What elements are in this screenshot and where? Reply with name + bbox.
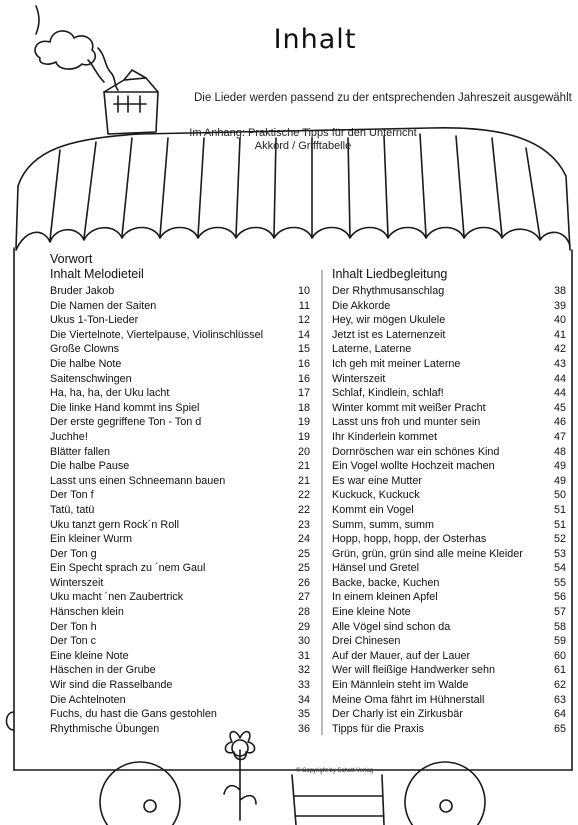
toc-entry xyxy=(50,313,310,328)
toc-entry xyxy=(50,663,310,678)
toc-entry-title: Kuckuck, Kuckuck xyxy=(332,489,420,502)
toc-entry-page: 49 xyxy=(553,474,566,487)
toc-entry-title: Hopp, hopp, hopp, der Osterhas xyxy=(332,533,487,546)
toc-entry xyxy=(332,415,566,430)
toc-entry-page: 25 xyxy=(297,562,310,575)
toc-entry-page: 42 xyxy=(553,343,566,356)
toc-entry-title: Die halbe Note xyxy=(50,357,122,370)
toc-entry-page: 41 xyxy=(553,328,566,341)
toc-entry-title: Die halbe Pause xyxy=(50,460,130,473)
toc-entry-page: 57 xyxy=(553,606,566,619)
toc-entry-page: 56 xyxy=(553,591,566,604)
toc-entry-page: 34 xyxy=(297,693,310,706)
toc-entry xyxy=(50,707,310,722)
toc-entry-title: Ukus 1-Ton-Lieder xyxy=(50,314,139,327)
toc-entry-title: Rhythmische Übungen xyxy=(50,722,160,735)
toc-entry-page: 51 xyxy=(553,518,566,531)
toc-entry xyxy=(332,357,566,372)
flower-icon xyxy=(224,750,256,820)
toc-entry-title: Drei Chinesen xyxy=(332,635,401,648)
toc-entry-title: Wer will fleißige Handwerker sehn xyxy=(332,664,496,677)
toc-entry xyxy=(332,401,566,416)
toc-entry-title: Die Viertelnote, Viertelpause, Violinschlüssel xyxy=(50,328,264,341)
toc-entry xyxy=(50,590,310,605)
toc-entry xyxy=(332,518,566,533)
toc-entry-title: Die linke Hand kommt ins Spiel xyxy=(50,401,200,414)
toc-entry-page: 19 xyxy=(297,430,310,443)
toc-entry-title: Winter kommt mit weißer Pracht xyxy=(332,401,486,414)
toc-entry-page: 11 xyxy=(298,299,310,312)
toc-entry-page: 22 xyxy=(297,489,310,502)
toc-entry-title: Eine kleine Note xyxy=(332,606,411,619)
melody-section-heading: Inhalt Melodieteil xyxy=(50,267,144,281)
toc-entry xyxy=(50,415,310,430)
toc-entry-title: Häschen in der Grube xyxy=(50,664,156,677)
toc-entry-page: 12 xyxy=(297,314,310,327)
toc-entry xyxy=(332,430,566,445)
toc-entry xyxy=(332,328,566,343)
toc-entry-title: In einem kleinen Apfel xyxy=(332,591,438,604)
toc-entry xyxy=(332,299,566,314)
toc-entry-title: Laterne, Laterne xyxy=(332,343,412,356)
toc-entry xyxy=(50,401,310,416)
toc-entry xyxy=(332,620,566,635)
toc-entry-page: 18 xyxy=(297,401,310,414)
toc-entry-title: Lasst uns einen Schneemann bauen xyxy=(50,474,226,487)
toc-entry-title: Bruder Jakob xyxy=(50,285,115,297)
toc-entry-title: Ein Specht sprach zu ´nem Gaul xyxy=(50,562,206,575)
toc-entry-page: 33 xyxy=(297,679,310,692)
toc-entry-title: Eine kleine Note xyxy=(50,649,129,662)
toc-entry xyxy=(332,284,566,299)
toc-entry-title: Kommt ein Vogel xyxy=(332,503,414,516)
toc-entry-page: 44 xyxy=(553,372,566,385)
toc-entry-page: 26 xyxy=(297,576,310,589)
toc-entry-title: Hänschen klein xyxy=(50,606,124,619)
toc-entry-page: 23 xyxy=(297,518,310,531)
toc-entry-page: 25 xyxy=(297,547,310,560)
toc-entry xyxy=(332,693,566,708)
toc-entry-title: Ich geh mit meiner Laterne xyxy=(332,357,461,370)
left-wheel-icon xyxy=(100,762,180,825)
toc-entry-title: Die Akkorde xyxy=(332,299,391,312)
toc-entry-title: Hey, wir mögen Ukulele xyxy=(332,314,446,327)
toc-entry xyxy=(332,313,566,328)
toc-entry xyxy=(50,678,310,693)
toc-entry-title: Saitenschwingen xyxy=(50,372,132,385)
toc-entry-title: Der erste gegriffene Ton - Ton d xyxy=(50,416,202,429)
toc-entry-title: Tipps für die Praxis xyxy=(332,722,425,735)
page-subtitle: Die Lieder werden passend zu der entsprechenden Jahreszeit ausgewählt xyxy=(194,92,572,104)
toc-entry xyxy=(50,634,310,649)
toc-entry-title: Ha, ha, ha, der Uku lacht xyxy=(50,387,170,400)
accompaniment-section-heading: Inhalt Liedbegleitung xyxy=(332,267,448,281)
appendix-line-1: Im Anhang: Praktische Tipps für den Unterricht xyxy=(189,127,417,139)
toc-entry-page: 20 xyxy=(297,445,310,458)
toc-entry xyxy=(50,532,310,547)
toc-entry-page: 16 xyxy=(297,357,310,370)
toc-entry xyxy=(332,678,566,693)
toc-entry-page: 47 xyxy=(553,430,566,443)
appendix-line-2: Akkord / Grifftabelle xyxy=(254,140,352,152)
toc-entry-page: 52 xyxy=(553,533,566,546)
toc-entry-page: 16 xyxy=(297,372,310,385)
toc-entry-page: 19 xyxy=(297,416,310,429)
toc-entry xyxy=(50,722,310,737)
toc-entry-page: 39 xyxy=(553,299,566,312)
toc-entry-title: Winterszeit xyxy=(332,372,386,385)
toc-entry-page: 51 xyxy=(553,503,566,516)
toc-entry-page: 58 xyxy=(553,620,566,633)
toc-entry-title: Grün, grün, grün sind alle meine Kleider xyxy=(332,547,523,560)
toc-entry xyxy=(332,372,566,387)
toc-entry xyxy=(332,722,566,737)
toc-entry-page: 59 xyxy=(553,635,566,648)
toc-entry-title: Ein kleiner Wurm xyxy=(50,533,132,546)
toc-entry-title: Schlaf, Kindlein, schlaf! xyxy=(332,387,444,400)
toc-entry-title: Der Charly ist ein Zirkusbär xyxy=(332,708,463,721)
toc-entry-page: 60 xyxy=(553,649,566,662)
toc-entry-title: Ihr Kinderlein kommet xyxy=(332,430,438,443)
copyright-notice: © Copyright by Schott Verlag xyxy=(296,768,374,774)
toc-entry-page: 62 xyxy=(553,679,566,692)
toc-entry-title: Summ, summ, summ xyxy=(332,518,434,531)
right-wheel-icon xyxy=(405,762,485,825)
toc-entry-title: Große Clowns xyxy=(50,343,119,356)
toc-entry xyxy=(50,459,310,474)
toc-entry xyxy=(332,576,566,591)
toc-entry xyxy=(50,386,310,401)
toc-entry xyxy=(50,474,310,489)
vorwort-heading: Vorwort xyxy=(50,252,93,266)
toc-entry-page: 46 xyxy=(553,416,566,429)
toc-entry xyxy=(50,503,310,518)
toc-entry xyxy=(332,634,566,649)
toc-entry-page: 48 xyxy=(553,445,566,458)
toc-entry-title: Der Ton f xyxy=(50,489,94,502)
toc-entry xyxy=(332,386,566,401)
page-title: Inhalt xyxy=(273,24,357,55)
melody-toc-list xyxy=(50,284,310,736)
toc-entry-page: 35 xyxy=(297,708,310,721)
smoke-cloud-icon xyxy=(35,31,95,69)
toc-entry xyxy=(332,503,566,518)
toc-entry-title: Die Achtelnoten xyxy=(50,693,126,706)
toc-entry-title: Blätter fallen xyxy=(50,445,111,458)
toc-entry-title: Wir sind die Rasselbande xyxy=(50,679,173,692)
toc-entry-page: 44 xyxy=(553,387,566,400)
toc-entry xyxy=(50,445,310,460)
toc-entry xyxy=(332,459,566,474)
toc-entry-page: 38 xyxy=(553,285,566,297)
toc-entry xyxy=(332,488,566,503)
toc-entry-page: 15 xyxy=(297,343,310,356)
toc-entry xyxy=(50,430,310,445)
chimney-house-icon xyxy=(104,78,158,134)
toc-entry xyxy=(332,605,566,620)
toc-entry-page: 53 xyxy=(553,547,566,560)
toc-entry-title: Winterszeit xyxy=(50,576,104,589)
toc-entry-page: 63 xyxy=(553,693,566,706)
toc-entry-title: Der Ton h xyxy=(50,620,97,633)
toc-entry-title: Es war eine Mutter xyxy=(332,474,423,487)
toc-entry-page: 21 xyxy=(297,474,310,487)
toc-entry xyxy=(50,284,310,299)
toc-entry-title: Alle Vögel sind schon da xyxy=(332,620,451,633)
toc-entry-page: 50 xyxy=(553,489,566,502)
toc-entry-title: Jetzt ist es Laternenzeit xyxy=(332,328,446,341)
toc-entry xyxy=(332,649,566,664)
toc-entry-title: Meine Oma fährt im Hühnerstall xyxy=(332,693,485,706)
appendix-note xyxy=(178,127,428,153)
toc-entry-page: 45 xyxy=(553,401,566,414)
toc-entry-title: Hänsel und Gretel xyxy=(332,562,420,575)
toc-entry xyxy=(332,707,566,722)
toc-entry-page: 54 xyxy=(553,562,566,575)
toc-entry xyxy=(332,590,566,605)
toc-entry-title: Ein Vogel wollte Hochzeit machen xyxy=(332,460,495,473)
toc-entry xyxy=(50,620,310,635)
toc-entry xyxy=(332,547,566,562)
toc-entry-page: 17 xyxy=(297,387,310,400)
toc-entry xyxy=(332,342,566,357)
toc-entry-title: Juchhe! xyxy=(50,430,88,443)
toc-entry xyxy=(50,328,310,343)
toc-entry xyxy=(50,299,310,314)
toc-entry xyxy=(50,547,310,562)
toc-entry-page: 29 xyxy=(297,620,310,633)
toc-entry-title: Fuchs, du hast die Gans gestohlen xyxy=(50,708,217,721)
toc-entry-title: Auf der Mauer, auf der Lauer xyxy=(332,649,471,662)
toc-entry-page: 10 xyxy=(297,285,310,297)
toc-entry-title: Backe, backe, Kuchen xyxy=(332,576,440,589)
toc-entry xyxy=(332,561,566,576)
toc-entry-page: 65 xyxy=(553,722,566,735)
toc-entry-page: 30 xyxy=(297,635,310,648)
toc-entry-page: 55 xyxy=(553,576,566,589)
toc-entry-page: 21 xyxy=(297,460,310,473)
toc-entry-page: 22 xyxy=(297,503,310,516)
toc-entry xyxy=(50,342,310,357)
toc-entry xyxy=(50,488,310,503)
toc-entry-title: Lasst uns froh und munter sein xyxy=(332,416,481,429)
toc-entry xyxy=(50,605,310,620)
toc-entry-page: 43 xyxy=(553,357,566,370)
toc-entry xyxy=(332,445,566,460)
awning-scallops xyxy=(16,228,570,251)
toc-entry xyxy=(332,532,566,547)
toc-entry-title: Der Ton c xyxy=(50,635,97,648)
toc-entry-page: 27 xyxy=(297,591,310,604)
toc-entry-title: Der Rhythmusanschlag xyxy=(332,285,445,297)
toc-entry xyxy=(50,576,310,591)
toc-entry xyxy=(50,372,310,387)
toc-entry-page: 64 xyxy=(553,708,566,721)
toc-entry-title: Die Namen der Saiten xyxy=(50,299,157,312)
toc-entry xyxy=(332,663,566,678)
toc-entry-page: 28 xyxy=(297,606,310,619)
toc-entry-page: 49 xyxy=(553,460,566,473)
toc-entry xyxy=(50,693,310,708)
toc-entry-page: 14 xyxy=(297,328,310,341)
toc-entry xyxy=(332,474,566,489)
toc-entry-title: Uku tanzt gern Rock´n Roll xyxy=(50,518,180,531)
toc-entry-page: 61 xyxy=(553,664,566,677)
toc-entry-page: 31 xyxy=(297,649,310,662)
toc-entry xyxy=(50,649,310,664)
toc-entry xyxy=(50,518,310,533)
toc-entry-title: Ein Männlein steht im Walde xyxy=(332,679,469,692)
toc-entry-title: Tatü, tatü xyxy=(50,503,95,516)
toc-entry-page: 40 xyxy=(553,314,566,327)
toc-entry-page: 32 xyxy=(297,664,310,677)
toc-entry-title: Uku macht ´nen Zaubertrick xyxy=(50,591,184,604)
toc-entry xyxy=(50,357,310,372)
toc-entry-page: 36 xyxy=(297,722,310,735)
toc-entry-title: Dornröschen war ein schönes Kind xyxy=(332,445,500,458)
toc-entry-title: Der Ton g xyxy=(50,547,97,560)
accompaniment-toc-list xyxy=(332,284,566,736)
toc-entry xyxy=(50,561,310,576)
toc-entry-page: 24 xyxy=(297,533,310,546)
